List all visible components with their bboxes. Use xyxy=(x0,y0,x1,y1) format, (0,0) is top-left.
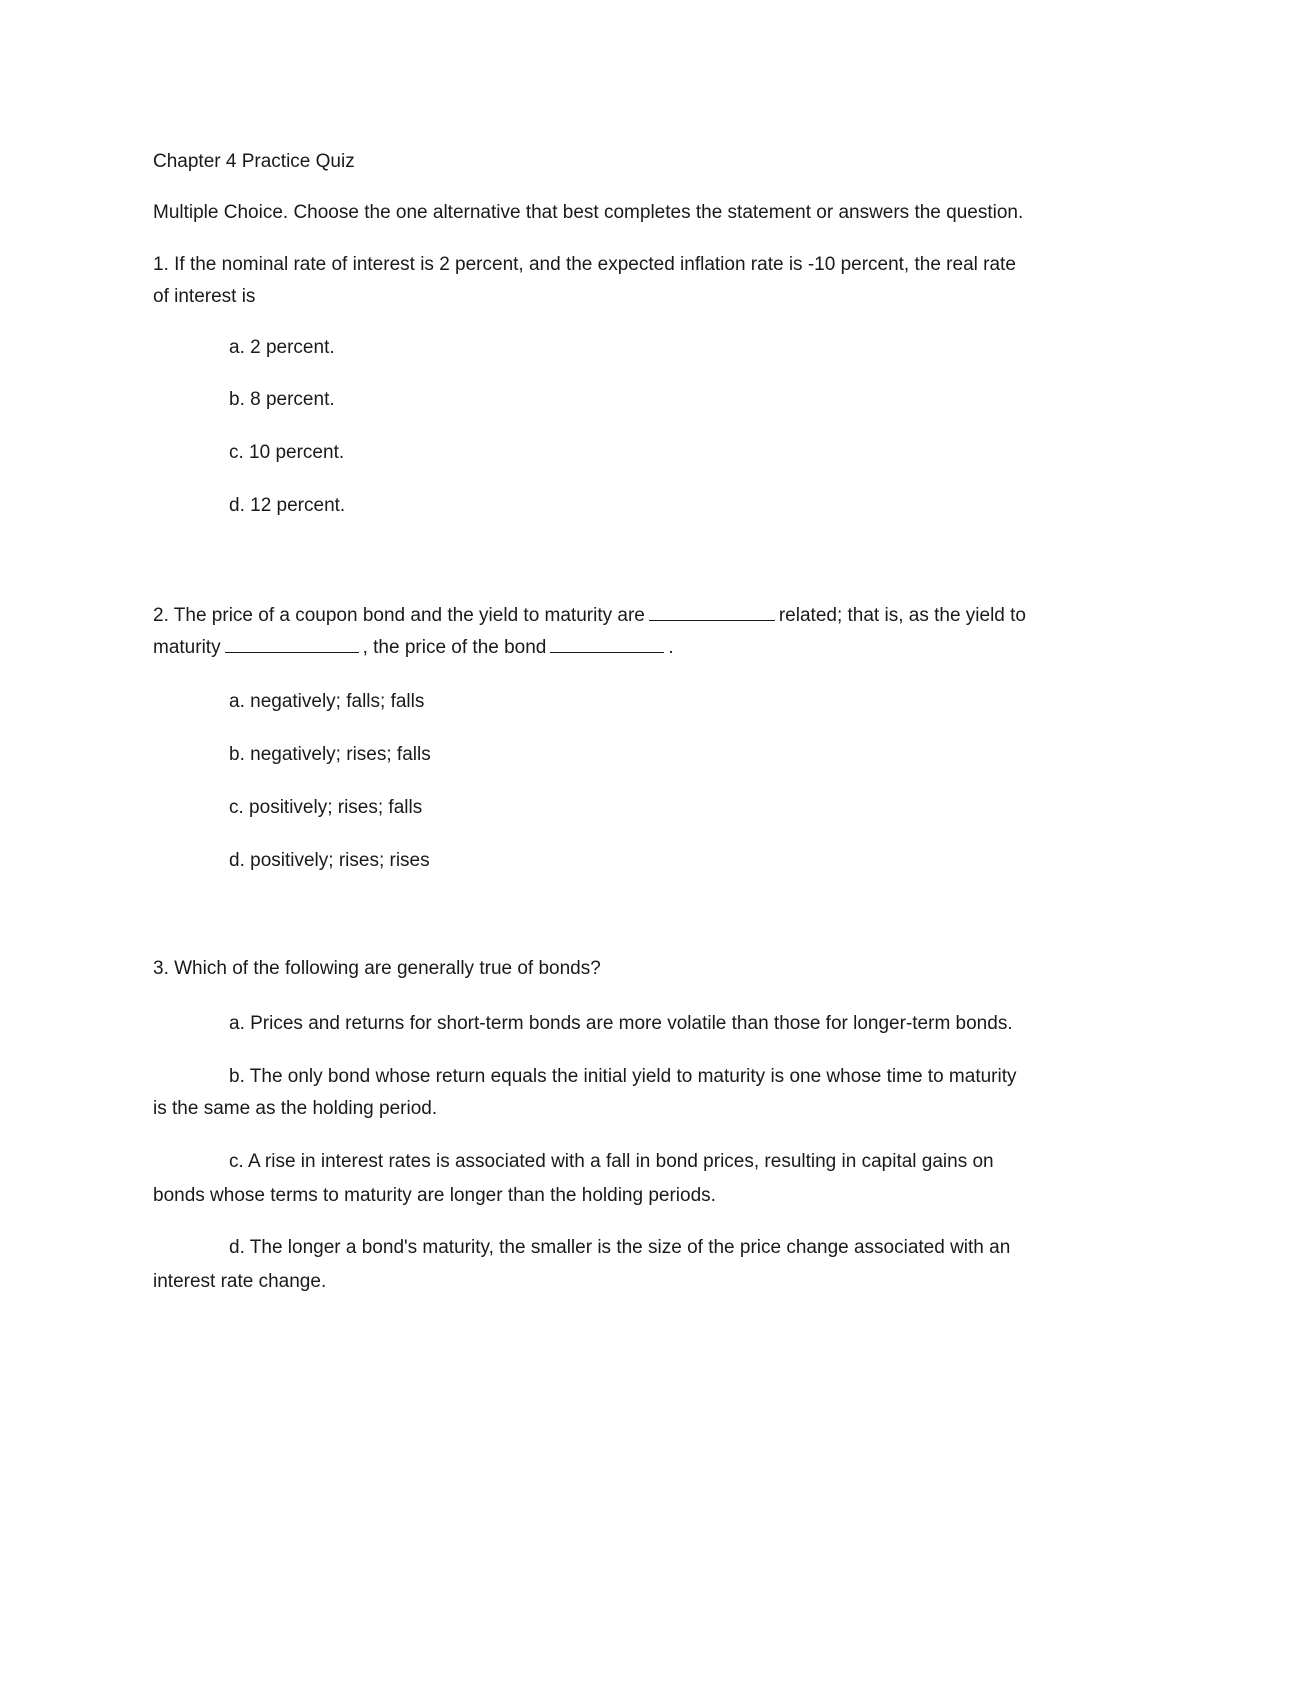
question-1-option-c: c. 10 percent. xyxy=(229,442,345,463)
question-2-stem-text-3: maturity xyxy=(153,637,221,658)
question-3-option-c-line-2: bonds whose terms to maturity are longer than the holding periods. xyxy=(153,1185,716,1206)
question-2-option-a: a. negatively; falls; falls xyxy=(229,691,425,712)
question-3-option-a: a. Prices and returns for short-term bonds are more volatile than those for longer-term bonds. xyxy=(229,1013,1013,1034)
question-3-option-d-line-2: interest rate change. xyxy=(153,1271,327,1292)
answer-blank-3 xyxy=(550,632,664,653)
question-2-option-b: b. negatively; rises; falls xyxy=(229,744,431,765)
question-3-option-b-line-2: is the same as the holding period. xyxy=(153,1098,438,1119)
question-2-option-d: d. positively; rises; rises xyxy=(229,850,430,871)
question-3-option-d-line-1: d. The longer a bond's maturity, the smaller is the size of the price change associated with an xyxy=(229,1237,1011,1258)
question-2-stem-text-2: related; that is, as the yield to xyxy=(778,605,1026,626)
question-2-stem-line-1 xyxy=(153,600,1026,632)
question-3-option-b-line-1: b. The only bond whose return equals the initial yield to maturity is one whose time to maturity xyxy=(229,1066,1017,1087)
question-3-option-c-line-1: c. A rise in interest rates is associated with a fall in bond prices, resulting in capital gains on xyxy=(229,1151,994,1172)
question-1-option-b: b. 8 percent. xyxy=(229,389,335,410)
question-1-stem-line-2: of interest is xyxy=(153,286,256,307)
question-2-stem-text-5: . xyxy=(668,637,674,658)
question-3-stem: 3. Which of the following are generally true of bonds? xyxy=(153,958,601,979)
question-2-stem-text-1: 2. The price of a coupon bond and the yield to maturity are xyxy=(153,605,645,626)
question-1-option-a: a. 2 percent. xyxy=(229,337,335,358)
question-2-stem-line-2 xyxy=(153,632,674,664)
quiz-title: Chapter 4 Practice Quiz xyxy=(153,151,355,172)
answer-blank-2 xyxy=(225,632,359,653)
question-2-stem-text-4: , the price of the bond xyxy=(362,637,547,658)
question-2-option-c: c. positively; rises; falls xyxy=(229,797,423,818)
instructions: Multiple Choice. Choose the one alternative that best completes the statement or answers the question. xyxy=(153,202,1024,223)
question-1-option-d: d. 12 percent. xyxy=(229,495,346,516)
answer-blank-1 xyxy=(649,600,775,621)
question-1-stem-line-1: 1. If the nominal rate of interest is 2 percent, and the expected inflation rate is -10 percent, the real rate xyxy=(153,254,1016,275)
